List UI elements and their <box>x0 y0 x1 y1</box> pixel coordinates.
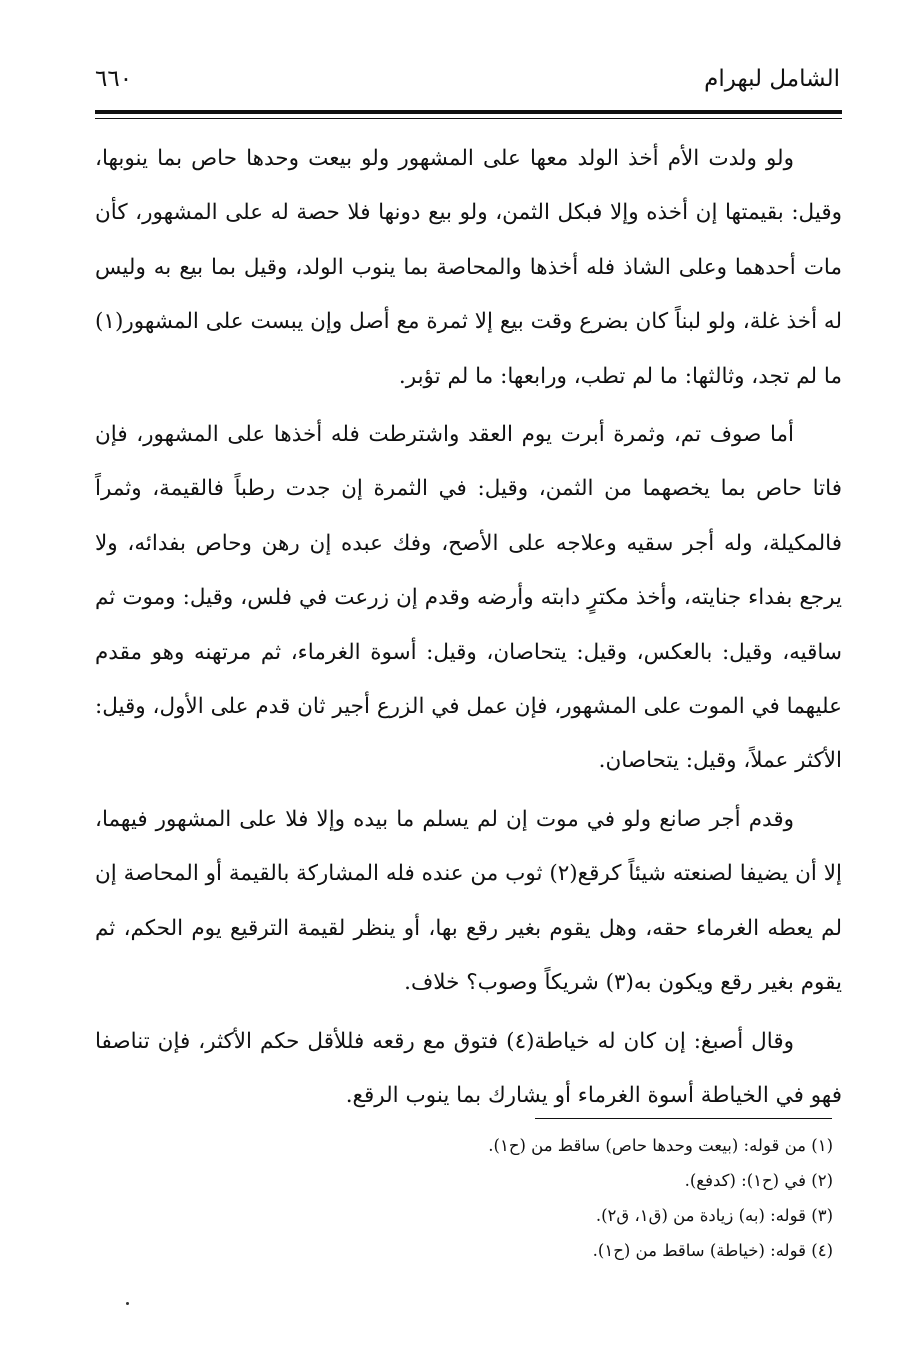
footnote-rule <box>535 1118 832 1119</box>
footnote-2: (٢) في (ح١): (كدفع). <box>684 1171 833 1190</box>
paragraph-1: ولو ولدت الأم أخذ الولد معها على المشهور ولو بيعت وحدها حاص بما ينوبها، وقيل: بقيمتها إن أخذه وإلا فبكل الثمن، ولو بيع دونها فلا حصة له على المشهور، كأن مات أحدهما وعلى الشاذ فله أخذها والمحاصة بما ينوب الولد، وقيل بما بيع به وليس له أخذ غلة، ولو لبناً كان بضرع وقت بيع إلا ثمرة مع أصل وإن يبست على المشهور(١) ما لم تجد، وثالثها: ما لم تطب، ورابعها: ما لم تؤبر. <box>95 146 842 389</box>
footnote-3: (٣) قوله: (به) زيادة من (ق١، ق٢). <box>595 1206 833 1225</box>
footnote-4: (٤) قوله: (خياطة) ساقط من (ح١). <box>592 1241 833 1260</box>
header-rule-thick <box>95 110 842 114</box>
paragraph-2: أما صوف تم، وثمرة أبرت يوم العقد واشترطت فله أخذها على المشهور، فإن فاتا حاص بما يخصهما من الثمن، وقيل: في الثمرة إن جدت رطباً فالقيمة، وثمراً فالمكيلة، وله أجر سقيه وعلاجه على الأصح، وفك عبده إن رهن وحاص بفدائه، ولا يرجع بفداء جنايته، وأخذ مكترٍ دابته وأرضه وقدم إن زرعت في فلس، وقيل: وموت ثم ساقيه، وقيل: بالعكس، وقيل: يتحاصان، وقيل: أسوة الغرماء، ثم مرتهنه وهو مقدم عليهما في الموت على المشهور، فإن عمل في الزرع أجير ثان قدم على الأول، وقيل: الأكثر عملاً، وقيل: يتحاصان. <box>95 422 842 774</box>
paragraph-3: وقدم أجر صانع ولو في موت إن لم يسلم ما بيده وإلا فلا على المشهور فيهما، إلا أن يضيفا لصنعته شيئاً كرقع(٢) ثوب من عنده فله المشاركة بالقيمة أو المحاصة إن لم يعطه الغرماء حقه، وهل يقوم بغير رقع بها، أو ينظر لقيمة الترقيع يوم الحكم، ثم يقوم بغير رقع ويكون به(٣) شريكاً وصوب؟ خلاف. <box>95 806 842 996</box>
page-number: ٦٦٠ <box>95 66 133 92</box>
paragraph-4: وقال أصبغ: إن كان له خياطة(٤) فتوق مع رقعه فللأقل حكم الأكثر، فإن تناصفا فهو في الخياطة أسوة الغرماء أو يشارك بما ينوب الرقع. <box>95 1028 842 1108</box>
running-title: الشامل لبهرام <box>704 66 840 92</box>
header-rule-thin <box>95 118 842 119</box>
running-header <box>95 66 840 106</box>
footnotes <box>95 1128 839 1268</box>
main-text <box>95 132 842 1123</box>
scan-speck <box>126 1302 129 1305</box>
footnote-1: (١) من قوله: (بيعت وحدها حاص) ساقط من (ح١). <box>488 1136 833 1155</box>
